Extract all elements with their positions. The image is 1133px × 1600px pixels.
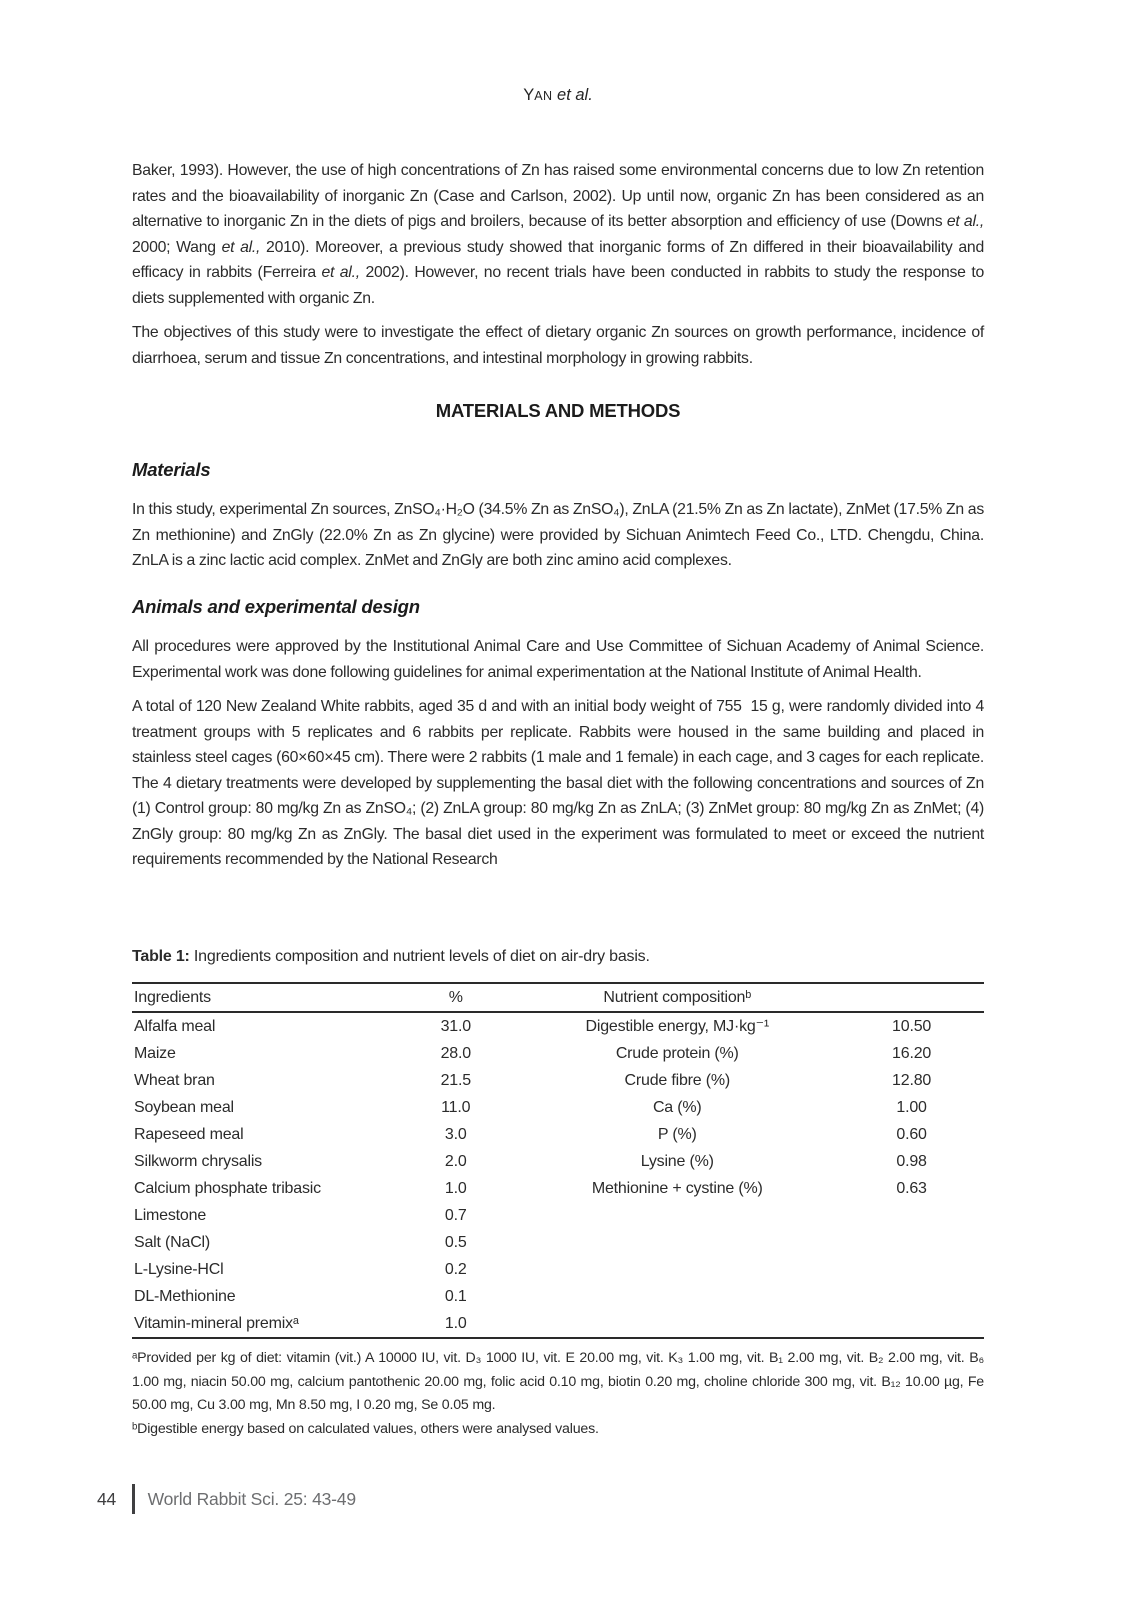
cell-percent: 3.0	[444, 1126, 467, 1143]
cell-nutrient	[515, 1310, 839, 1338]
table-1-caption: Table 1: Ingredients composition and nutrient levels of diet on air-dry basis.	[132, 948, 650, 965]
cell-ingredient: DL-Methionine	[134, 1288, 236, 1305]
table-footnotes	[132, 1347, 984, 1441]
ingredients-table	[132, 982, 984, 1339]
journal-reference: World Rabbit Sci. 25: 43-49	[147, 1488, 356, 1509]
table-row	[132, 1040, 984, 1067]
cell-ingredient: Rapeseed meal	[134, 1126, 244, 1143]
table-row	[132, 1094, 984, 1121]
cell-ingredient: Limestone	[134, 1207, 207, 1224]
cell-ingredient: Maize	[134, 1045, 176, 1062]
cell-nutrient: Methionine + cystine (%)	[591, 1180, 763, 1197]
subheading-materials: Materials	[132, 459, 211, 480]
table-row	[132, 1202, 984, 1229]
section-heading-materials-and-methods: MATERIALS AND METHODS	[435, 400, 681, 421]
cell-value	[839, 1283, 984, 1310]
cell-ingredient: Salt (NaCl)	[134, 1234, 211, 1251]
cell-value: 10.50	[892, 1018, 932, 1035]
cell-value: 16.20	[892, 1045, 932, 1062]
header-ingredients: Ingredients	[132, 983, 396, 1012]
cell-value: 0.60	[896, 1126, 927, 1143]
cell-nutrient: Crude protein (%)	[615, 1045, 739, 1062]
cell-nutrient: Digestible energy, MJ·kg⁻¹	[585, 1018, 769, 1035]
cell-value: 12.80	[892, 1072, 932, 1089]
cell-value	[839, 1310, 984, 1338]
table-row	[132, 1229, 984, 1256]
table-row	[132, 1283, 984, 1310]
page-number: 44	[97, 1488, 117, 1509]
cell-value	[839, 1256, 984, 1283]
cell-ingredient: Calcium phosphate tribasic	[134, 1180, 321, 1197]
cell-ingredient: Silkworm chrysalis	[134, 1153, 262, 1170]
paragraph-zn-background: Baker, 1993). However, the use of high concentrations of Zn has raised some environmental concerns due to low Zn retention rates and the bioavailability of inorganic Zn (Case and Carlson, 2002). Up until now, organic Zn has been considered as an alternative to inorganic Zn in the diets of pigs and broilers, because of its better absorption and efficiency of use (Downs et al., 2000; Wang et al., 2010). Moreover, a previous study showed that inorganic forms of Zn differed in their bioavailability and efficacy in rabbits (Ferreira et al., 2002). However, no recent trials have been conducted in rabbits to study the response to diets supplemented with organic Zn.	[132, 162, 985, 307]
cell-percent: 28.0	[440, 1045, 471, 1062]
cell-percent: 1.0	[444, 1315, 467, 1332]
paragraph-materials: In this study, experimental Zn sources, ZnSO₄·H₂O (34.5% Zn as ZnSO₄), ZnLA (21.5% Zn as Zn lactate), ZnMet (17.5% Zn as Zn methionine) and ZnGly (22.0% Zn as Zn glycine) were provided by Sichuan Animtech Feed Co., LTD. Chengdu, China. ZnLA is a zinc lactic acid complex. ZnMet and ZnGly are both zinc amino acid complexes.	[132, 501, 984, 569]
cell-ingredient: Wheat bran	[134, 1072, 215, 1089]
table-row	[132, 1121, 984, 1148]
running-header: YAN et al.	[523, 86, 593, 104]
intro-section	[132, 158, 984, 371]
cell-percent: 2.0	[444, 1153, 467, 1170]
footer-divider	[132, 1484, 135, 1514]
cell-value	[839, 1202, 984, 1229]
table-header-row	[132, 983, 984, 1012]
cell-percent: 0.2	[444, 1261, 467, 1278]
table-body	[132, 1012, 984, 1338]
cell-value	[839, 1229, 984, 1256]
cell-percent: 0.7	[444, 1207, 467, 1224]
table-row	[132, 1310, 984, 1338]
cell-value: 0.98	[896, 1153, 927, 1170]
table-header	[132, 983, 984, 1012]
cell-nutrient: P (%)	[657, 1126, 697, 1143]
cell-nutrient	[515, 1256, 839, 1283]
footnote-a: ᵃProvided per kg of diet: vitamin (vit.) A 10000 IU, vit. D₃ 1000 IU, vit. E 20.00 mg, vit. K₃ 1.00 mg, vit. B₁ 2.00 mg, vit. B₂ 2.00 mg, vit. B₆ 1.00 mg, niacin 50.00 mg, calcium pantothenic 20.00 mg, folic acid 0.10 mg, biotin 0.20 mg, choline chloride 300 mg, vit. B₁₂ 10.00 µg, Fe 50.00 mg, Cu 3.00 mg, Mn 8.50 mg, I 0.20 mg, Se 0.05 mg.	[132, 1350, 984, 1413]
subheading-animals-experimental-design: Animals and experimental design	[132, 596, 420, 617]
cell-ingredient: L-Lysine-HCl	[134, 1261, 224, 1278]
cell-ingredient: Soybean meal	[134, 1099, 234, 1116]
cell-percent: 11.0	[441, 1099, 471, 1116]
cell-percent: 0.5	[444, 1234, 467, 1251]
cell-ingredient: Vitamin-mineral premixᵃ	[134, 1315, 299, 1332]
cell-percent: 1.0	[444, 1180, 467, 1197]
cell-ingredient: Alfalfa meal	[134, 1018, 216, 1035]
cell-nutrient: Ca (%)	[652, 1099, 702, 1116]
cell-nutrient: Crude fibre (%)	[624, 1072, 730, 1089]
materials-section	[132, 459, 984, 574]
cell-value: 1.00	[896, 1099, 927, 1116]
table-1-block	[132, 946, 984, 1441]
paragraph-experimental-design: A total of 120 New Zealand White rabbits, aged 35 d and with an initial body weight of 755 15 g, were randomly divided into 4 treatment groups with 5 replicates and 6 rabbits per replicate. Rabbits were housed in the same building and placed in stainless steel cages (60×60×45 cm). There were 2 rabbits (1 male and 1 female) in each cage, and 3 cages for each replicate. The 4 dietary treatments were developed by supplementing the basal diet with the following concentrations and sources of Zn (1) Control group: 80 mg/kg Zn as ZnSO₄; (2) ZnLA group: 80 mg/kg Zn as ZnLA; (3) ZnMet group: 80 mg/kg Zn as ZnMet; (4) ZnGly group: 80 mg/kg Zn as ZnGly. The basal diet used in the experiment was formulated to meet or exceed the nutrient requirements recommended by the National Research	[132, 698, 984, 868]
table-row	[132, 1067, 984, 1094]
footnote-b: ᵇDigestible energy based on calculated values, others were analysed values.	[132, 1420, 599, 1437]
paragraph-objectives: The objectives of this study were to investigate the effect of dietary organic Zn sources on growth performance, incidence of diarrhoea, serum and tissue Zn concentrations, and intestinal morphology in growing rabbits.	[132, 324, 984, 367]
cell-nutrient	[515, 1202, 839, 1229]
cell-nutrient	[515, 1283, 839, 1310]
table-row	[132, 1175, 984, 1202]
paragraph-procedures: All procedures were approved by the Institutional Animal Care and Use Committee of Sichuan Academy of Animal Science. Experimental work was done following guidelines for animal experimentation at the National Institute of Animal Health.	[132, 638, 984, 681]
cell-nutrient: Lysine (%)	[640, 1153, 714, 1170]
cell-percent: 31.0	[440, 1018, 471, 1035]
table-row	[132, 1012, 984, 1040]
cell-nutrient	[515, 1229, 839, 1256]
header-nutrient-composition: Nutrient compositionᵇ	[515, 983, 839, 1012]
table-row	[132, 1148, 984, 1175]
cell-percent: 21.5	[440, 1072, 471, 1089]
cell-value: 0.63	[896, 1180, 927, 1197]
table-row	[132, 1256, 984, 1283]
page-footer	[97, 1484, 356, 1514]
header-nutrient-value	[839, 983, 984, 1012]
header-percent: %	[396, 983, 515, 1012]
animals-design-section	[132, 596, 984, 873]
cell-percent: 0.1	[444, 1288, 467, 1305]
